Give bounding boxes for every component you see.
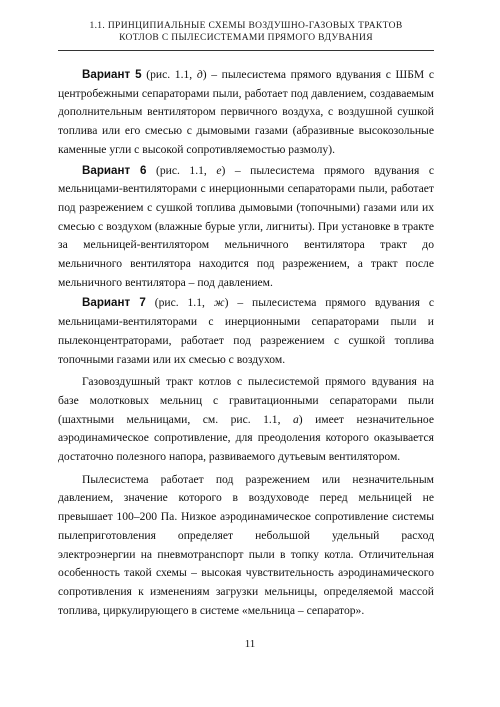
header-rule <box>58 50 434 51</box>
paragraph-gas-air-tract <box>58 373 434 467</box>
variant-7-text: ) – пылесистема прямого вдувания с мельницами-вентиляторами с инерционными сепараторами пыли и пылеконцентраторами, работает под разрежением с сушкой топлива топочными газами или их смесью с воздухом. <box>58 296 434 366</box>
gas-air-tract-text-2: ) имеет незначительное аэродинамическое сопротивление, для преодоления которого оказывается достаточно полезного напора, развиваемого дутьевым вентилятором. <box>58 412 435 464</box>
variant-5-ref: (рис. 1.1, <box>141 68 197 81</box>
running-header <box>66 20 426 44</box>
variant-7-fig-letter: ж <box>213 296 225 310</box>
paragraph-variant-6 <box>58 162 434 293</box>
gas-air-tract-fig-letter: а <box>292 412 299 426</box>
variant-6-ref: (рис. 1.1, <box>146 163 217 177</box>
variant-6-fig-letter: е <box>216 163 222 177</box>
body-text <box>58 66 434 624</box>
paragraph-variant-7 <box>58 294 434 369</box>
header-line-2: КОТЛОВ С ПЫЛЕСИСТЕМАМИ ПРЯМОГО ВДУВАНИЯ <box>119 33 373 43</box>
paragraph-variant-5 <box>58 66 434 160</box>
variant-5-fig-letter: д <box>196 68 203 81</box>
variant-5-heading: Вариант 5 <box>82 68 142 81</box>
variant-7-heading: Вариант 7 <box>82 296 146 310</box>
page-number: 11 <box>244 638 256 650</box>
variant-6-text: ) – пылесистема прямого вдувания с мельницами-вентиляторами с инерционными сепараторами пыли, работает под разрежением с сушкой топлива дымовыми (топочными) газами или их смесью с воздухом (влажные бурые угли, лигниты). При установке в тракте за мельницей-вентилятором мельничного вентилятора тракт до мельничного вентилятора находится под разрежением, а тракт после мельничного вентилятора – под давлением. <box>58 163 435 289</box>
variant-5-text: ) – пылесистема прямого вдувания с ШБМ с центробежными сепараторами пыли, работает под давлением, создаваемым дополнительным вентилятором первичного воздуха, с воздушной сушкой топлива или его смесью с дымовыми газами (абразивные высокозольные каменные угли с высокой сопротивляемостью размолу). <box>58 68 434 156</box>
variant-7-ref: (рис. 1.1, <box>145 296 214 310</box>
pressure-text: Пылесистема работает под разрежением или незначительным давлением, значение которого в воздуховоде перед мельницей не превышает 100–200 Па. Низкое аэродинамическое сопротивление системы пылеприготовления определяет небольшой удельный расход электроэнергии на пневмотранспорт пыли в топку котла. Отличительная особенность такой схемы – высокая чувствительность аэродинамического сопротивления к изменениям загрузки мельницы, определяемой массой топлива, циркулирующего в системе «мельница – сепаратор». <box>58 472 434 617</box>
header-line-1: 1.1. ПРИНЦИПИАЛЬНЫЕ СХЕМЫ ВОЗДУШНО-ГАЗОВЫХ ТРАКТОВ <box>89 21 403 31</box>
paragraph-pressure <box>58 471 434 621</box>
variant-6-heading: Вариант 6 <box>82 163 147 177</box>
gas-air-tract-text-1: Газовоздушный тракт котлов с пылесистемой прямого вдувания на базе молотковых мельниц с гравитационными сепараторами пыли (шахтными мельницами, см. рис. 1.1, <box>58 375 434 426</box>
